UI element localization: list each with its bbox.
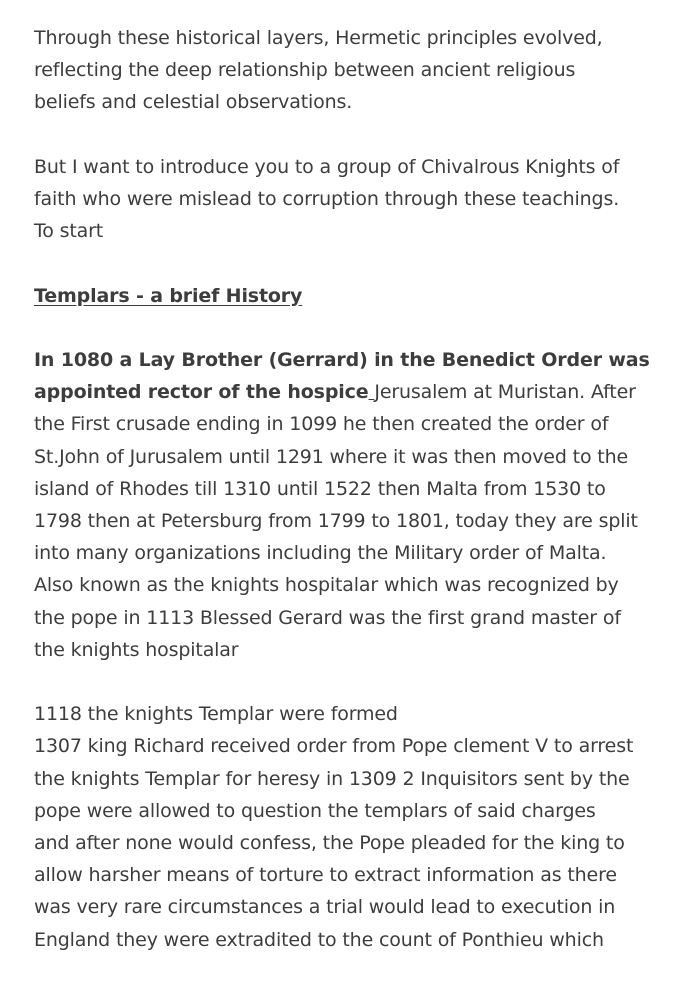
text-line: the pope in 1113 Blessed Gerard was the first grand master of [34, 606, 621, 629]
text-line: Also known as the knights hospitalar which was recognized by [34, 574, 619, 597]
text-line: into many organizations including the Military order of Malta. [34, 542, 607, 565]
text-line: the knights hospitalar [34, 638, 239, 661]
text-line: Through these historical layers, Hermetic principles evolved, [34, 27, 603, 49]
section-heading-wrapper [34, 280, 674, 312]
text-line: the knights Templar for heresy in 1309 2 Inquisitors sent by the [34, 767, 630, 790]
text-line: allow harsher means of torture to extract information as there [34, 864, 617, 887]
text-line: 1307 king Richard received order from Pope clement V to arrest [34, 735, 634, 758]
text-line: St.John of Jurusalem until 1291 where it was then moved to the [34, 445, 629, 468]
text-line: and after none would confess, the Pope pleaded for the king to [34, 832, 625, 855]
paragraph-spacer [34, 312, 674, 344]
paragraph-spacer [34, 247, 674, 279]
text-line: 1798 then at Petersburg from 1799 to 1801, today they are split [34, 510, 638, 532]
section-heading: Templars - a brief History [34, 284, 303, 307]
paragraph-spacer [34, 119, 674, 151]
text-line: faith who were mislead to corruption through these teachings. [34, 188, 620, 210]
text-line: reflecting the deep relationship between ancient religious [34, 59, 576, 82]
paragraph-knights-hospitalar [34, 344, 674, 666]
paragraph-spacer [34, 666, 674, 698]
bold-text-fragment: appointed rector of the hospice [34, 381, 369, 404]
bold-text-line: In 1080 a Lay Brother (Gerrard) in the Benedict Order was [34, 348, 650, 371]
paragraph-hermetic-principles [34, 22, 674, 119]
text-line: 1118 the knights Templar were formed [34, 703, 398, 726]
mixed-text-line [34, 376, 674, 408]
text-line: To start [34, 220, 104, 243]
text-line: England they were extradited to the count of Ponthieu which [34, 928, 604, 951]
text-line: beliefs and celestial observations. [34, 91, 353, 114]
text-line: But I want to introduce you to a group of Chivalrous Knights of [34, 155, 620, 178]
text-line: island of Rhodes till 1310 until 1522 then Malta from 1530 to [34, 477, 606, 500]
text-line: pope were allowed to question the templars of said charges [34, 799, 596, 822]
text-fragment: Jerusalem at Muristan. After [374, 381, 636, 404]
text-line: was very rare circumstances a trial would lead to execution in [34, 896, 616, 919]
paragraph-templar-timeline [34, 698, 674, 956]
paragraph-chivalrous-knights [34, 151, 674, 248]
text-line: the First crusade ending in 1099 he then created the order of [34, 413, 609, 436]
document-body [34, 22, 674, 956]
